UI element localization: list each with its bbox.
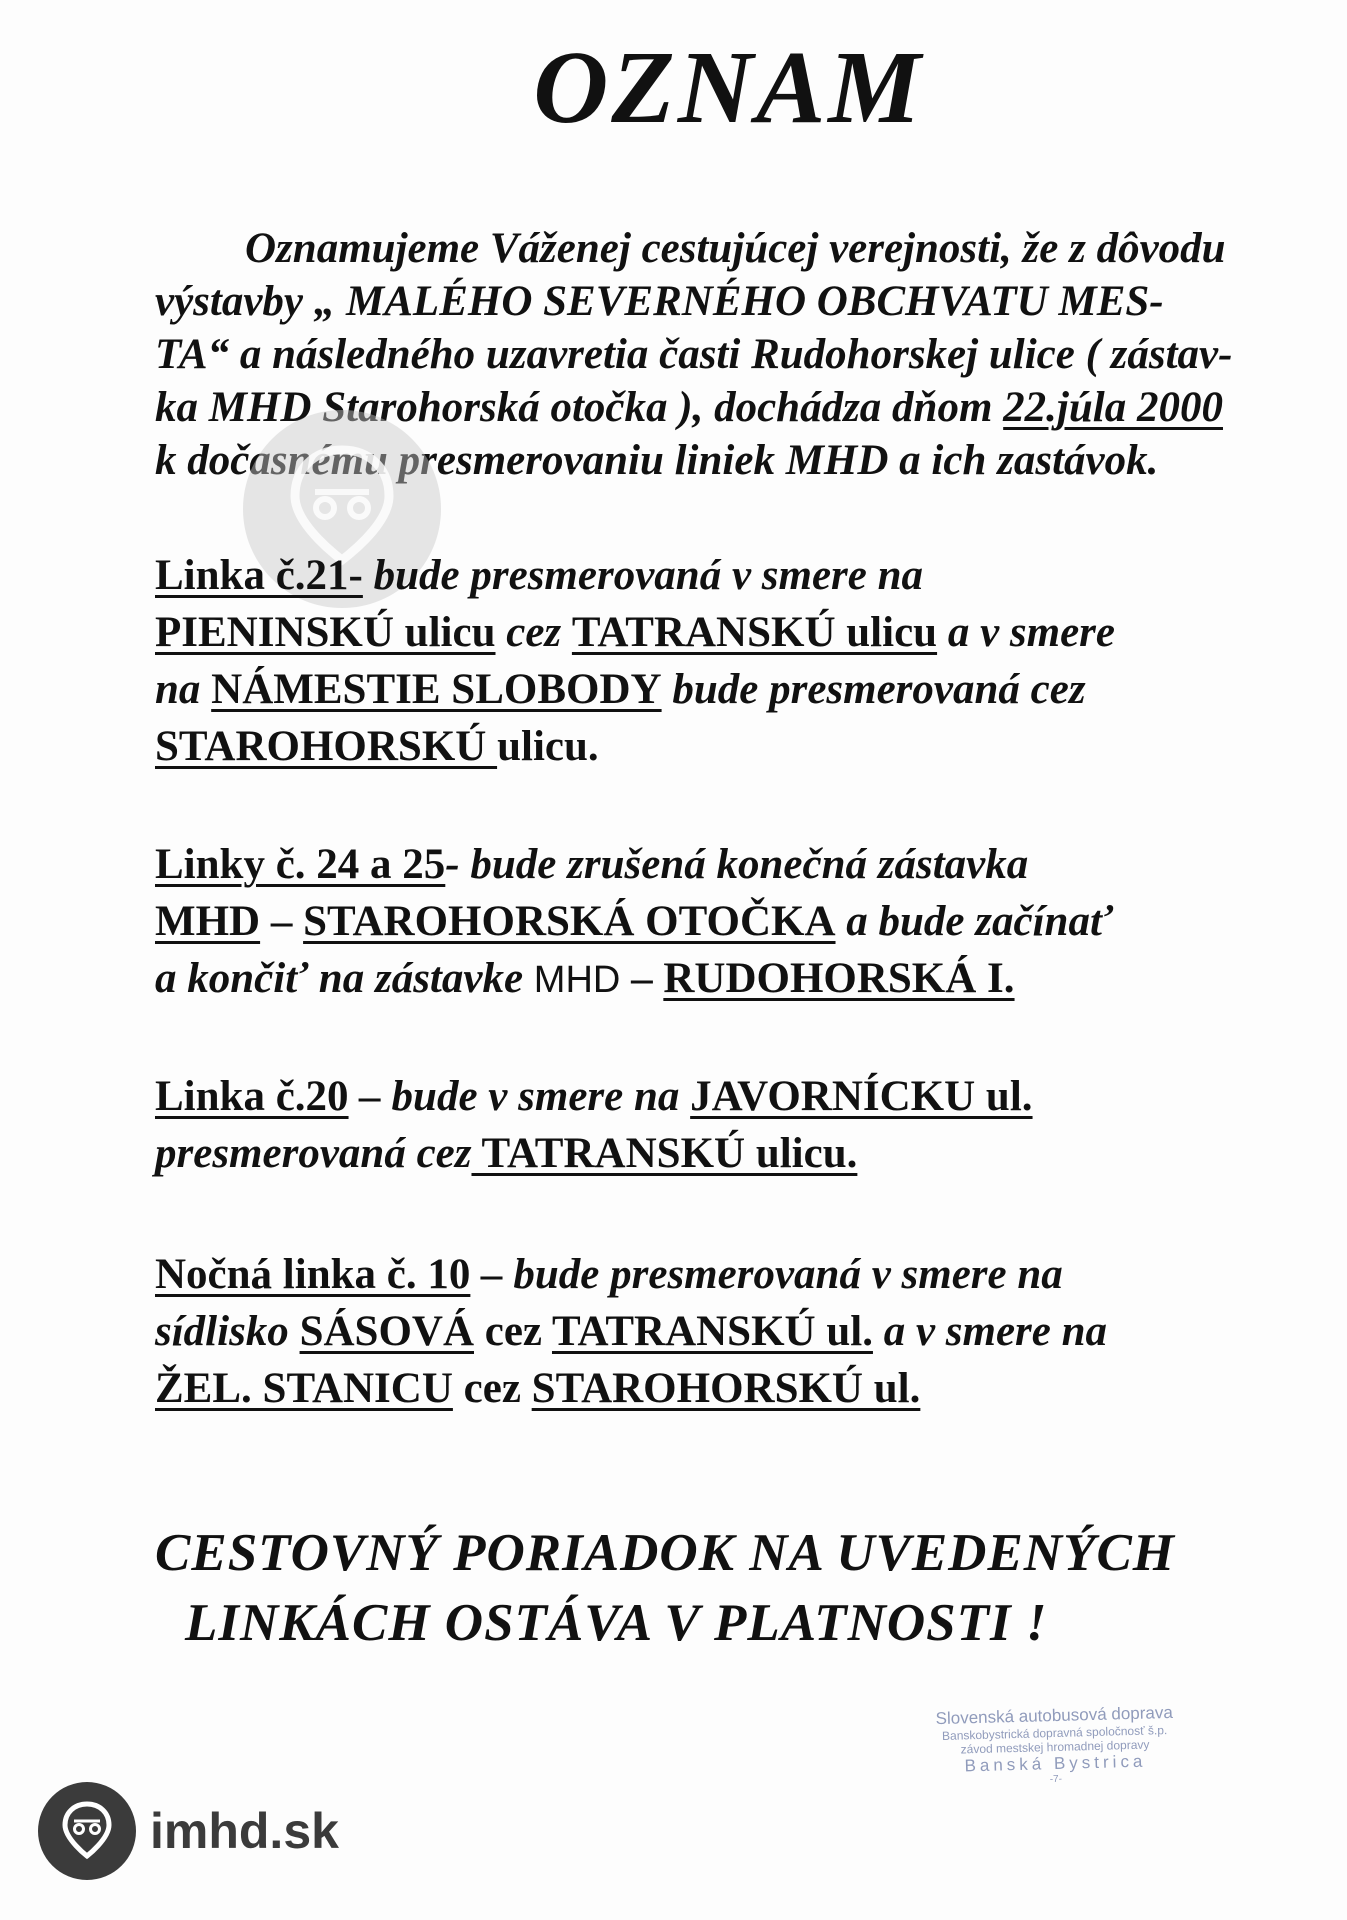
line-20-text-1: – bude v smere na bbox=[348, 1073, 691, 1120]
intro-line-4-text: ka MHD Starohorská otočka ), dochádza dňom bbox=[155, 384, 1004, 431]
bus-pin-icon bbox=[38, 1782, 136, 1880]
lines-24-25-label: Linky č. 24 a 25 bbox=[155, 841, 446, 888]
street-javornicka: JAVORNÍCKU ul. bbox=[690, 1073, 1033, 1120]
lines-24-25-text-2: a bude začínať bbox=[835, 898, 1113, 945]
night-line-10-text-2: sídlisko bbox=[155, 1308, 300, 1355]
street-tatranska-3: TATRANSKÚ ul. bbox=[551, 1308, 873, 1355]
stamp-line-1: Slovenská autobusová doprava bbox=[935, 1702, 1174, 1729]
closing-line-1: CESTOVNÝ PORIADOK NA UVEDENÝCH bbox=[155, 1524, 1176, 1582]
section-line-20 bbox=[155, 1068, 1305, 1182]
stop-rudohorska-1: RUDOHORSKÁ I. bbox=[663, 955, 1015, 1002]
line-20-text-2: presmerovaná cez bbox=[155, 1130, 472, 1177]
section-line-21-row-3 bbox=[155, 661, 1305, 718]
section-line-21-row-1 bbox=[155, 547, 1305, 604]
stamp-line-2: Banskobystrická dopravná spoločnosť š.p. bbox=[941, 1723, 1168, 1743]
lines-24-25-text-1: - bude zrušená konečná zástavka bbox=[445, 841, 1029, 888]
stamp-line-3: závod mestskej hromadnej dopravy bbox=[960, 1737, 1150, 1757]
street-tatranska-2: TATRANSKÚ ulicu. bbox=[471, 1130, 858, 1177]
line-21-via: cez bbox=[495, 609, 572, 656]
intro-line-3: TA“ a následného uzavretia časti Rudohorskej ulice ( zástav- bbox=[155, 331, 1233, 378]
section-line-20-row-1 bbox=[155, 1068, 1305, 1125]
stop-starohorska-otocka: STAROHORSKÁ OTOČKA bbox=[303, 898, 836, 945]
logo-text: imhd.sk bbox=[150, 1803, 339, 1859]
intro-line-5: k dočasnému presmerovaniu liniek MHD a ich zastávok. bbox=[155, 437, 1159, 484]
mhd-label: MHD bbox=[155, 898, 261, 945]
section-line-21-row-2 bbox=[155, 604, 1305, 661]
section-line-21-row-4 bbox=[155, 718, 1305, 775]
night-line-10-label: Nočná linka č. 10 bbox=[155, 1251, 471, 1298]
section-night-line-10-row-1 bbox=[155, 1246, 1305, 1303]
section-line-21 bbox=[155, 547, 1305, 775]
section-lines-24-25-row-1 bbox=[155, 836, 1305, 893]
street-starohorska: STAROHORSKÚ bbox=[155, 723, 498, 770]
place-sasova: SÁSOVÁ bbox=[299, 1308, 474, 1355]
section-lines-24-25-row-2 bbox=[155, 893, 1305, 950]
line-21-label: Linka č.21- bbox=[155, 552, 363, 599]
intro-line-2: výstavby „ MALÉHO SEVERNÉHO OBCHVATU MES- bbox=[155, 278, 1164, 325]
section-night-line-10-row-2 bbox=[155, 1303, 1305, 1360]
stamp-line-5: -7- bbox=[1049, 1773, 1063, 1786]
night-line-10-cez-1: cez bbox=[474, 1308, 552, 1355]
night-line-10-text-1: – bude presmerovaná v smere na bbox=[470, 1251, 1063, 1298]
section-lines-24-25-row-3 bbox=[155, 950, 1305, 1009]
imhd-logo[interactable] bbox=[38, 1782, 339, 1880]
mhd-label-2: MHD bbox=[533, 959, 621, 1001]
night-line-10-text-3: a v smere na bbox=[872, 1308, 1108, 1355]
street-starohorska-2: STAROHORSKÚ ul. bbox=[531, 1365, 921, 1412]
stamp-line-4: Banská Bystrica bbox=[964, 1751, 1147, 1776]
intro-date: 22.júla 2000 bbox=[1003, 384, 1223, 431]
street-tatranska: TATRANSKÚ ulicu bbox=[571, 609, 938, 656]
timetable-validity-note bbox=[155, 1518, 1305, 1658]
notice-title: OZNAM bbox=[533, 30, 924, 145]
dash-1: – bbox=[260, 898, 304, 945]
section-night-line-10 bbox=[155, 1246, 1305, 1417]
line-21-text-5: ulicu. bbox=[497, 723, 599, 770]
street-namestie-slobody: NÁMESTIE SLOBODY bbox=[211, 666, 662, 713]
line-20-label: Linka č.20 bbox=[155, 1073, 349, 1120]
dash-2: – bbox=[620, 955, 664, 1002]
night-line-10-cez-2: cez bbox=[452, 1365, 532, 1412]
intro-line-1: Oznamujeme Váženej cestujúcej verejnosti, že z dôvodu bbox=[245, 225, 1226, 272]
line-21-text-2: a v smere bbox=[937, 609, 1115, 656]
lines-24-25-text-3: a končiť na zástavke bbox=[155, 955, 534, 1002]
line-21-text-3: na bbox=[155, 666, 212, 713]
closing-line-2: LINKÁCH OSTÁVA V PLATNOSTI ! bbox=[185, 1594, 1048, 1652]
line-21-text-1: bude presmerovaná v smere na bbox=[362, 552, 924, 599]
company-stamp bbox=[904, 1702, 1206, 1789]
street-pieninska: PIENINSKÚ ulicu bbox=[155, 609, 496, 656]
section-lines-24-25 bbox=[155, 836, 1305, 1009]
section-line-20-row-2 bbox=[155, 1125, 1305, 1182]
section-night-line-10-row-3 bbox=[155, 1360, 1305, 1417]
place-zel-stanica: ŽEL. STANICU bbox=[155, 1365, 453, 1412]
line-21-text-4: bude presmerovaná cez bbox=[661, 666, 1086, 713]
